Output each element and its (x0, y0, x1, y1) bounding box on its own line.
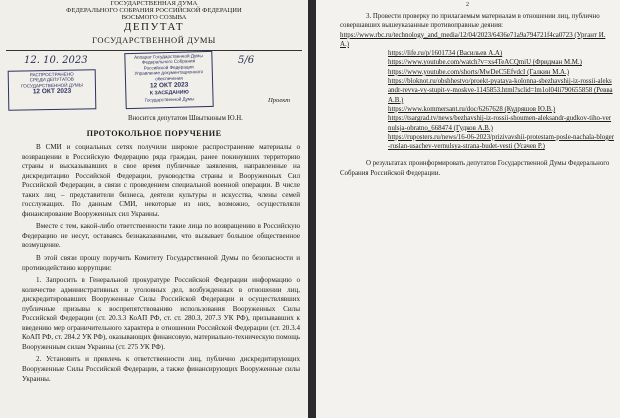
link-url[interactable]: https://tsargrad.tv/news/bezhavshij-iz-rossii-shoumen-aleksandr-gudkov-tiho-vernulsja-obratno_668474 (388, 115, 612, 132)
body-paragraph: 1. Запросить в Генеральной прокуратуре Российской Федерации информацию о количестве административных и уголовных дел, возбужденных в отношении лиц, дискредитировавших Вооруженные Силы Российской Федерации и осуществлявших публичные призывы к воспрепятствованию использования Вооруженных Силы Российской Федерации (ст. 20.3.3 КоАП РФ, ст. ст. 280.3, 207.3 УК РФ), призывавших к введению мер ограничительного характера в отношении Российской Федерации (ст. 20.3.4 КоАП РФ, ст. 284.2 УК РФ), оказывающих финансовую, материально-техническую помощь Вооруженным силам Украины (ст. 275 УК РФ). (22, 276, 300, 351)
link-url[interactable]: https://bloknot.ru/obshhestvo/proekt-pyataya-kolonna-sbezhavshij-iz-rossii-aleksandr-revva-vy-stupit-v-moskve-1145853.html?sclid=lm1ol04li790655858 (388, 78, 612, 95)
evidence-link[interactable] (340, 31, 614, 50)
right-document-page (316, 0, 620, 418)
document-title: ПРОТОКОЛЬНОЕ ПОРУЧЕНИЕ (86, 129, 222, 138)
stamp-line: ГОСУДАРСТВЕННОЙ ДУМЫ (21, 82, 83, 89)
distribution-stamp (8, 69, 97, 111)
project-label: Проект (268, 97, 291, 104)
introduced-by: Вносится депутатом Швыткиным Ю.Н. (128, 115, 243, 122)
link-person: (Усачев Р.) (514, 143, 545, 151)
deputy-title: ДЕПУТАТ (123, 21, 185, 33)
link-url[interactable]: https://www.youtube.com/shorts/MwDeC5EfvdcI (388, 68, 526, 76)
link-person: (Васильев А.А) (456, 50, 503, 58)
item-3-text: 3. Провести проверку по прилагаемым материалам в отношении лиц, публично совершавших вышеуказанные противоправные деяния: (340, 13, 600, 30)
letterhead-line-2: ФЕДЕРАЛЬНОГО СОБРАНИЯ РОССИЙСКОЙ ФЕДЕРАЦИИ (66, 7, 242, 14)
link-person: (Ревва А.В.) (388, 87, 613, 104)
link-person: (Фридман М.М.) (532, 59, 582, 67)
letterhead-line-3: ВОСЬМОГО СОЗЫВА (121, 14, 187, 21)
link-url[interactable]: https://life.ru/p/1601734 (388, 50, 456, 58)
registration-stamp (124, 51, 213, 109)
body-paragraph: Вместе с тем, какой-либо ответственности такие лица по возвращению в Российскую Федерацию не несут, оставаясь безнаказанными, что вызывает большое общественное возмущение. (22, 222, 300, 250)
stamp-line: РАСПРОСТРАНЕНО (29, 71, 74, 78)
left-document-page (0, 0, 308, 418)
evidence-link[interactable] (340, 77, 614, 105)
duma-title: ГОСУДАРСТВЕННОЙ ДУМЫ (92, 35, 216, 45)
evidence-link[interactable] (340, 49, 614, 58)
body-paragraph: 2. Установить и привлечь к ответственности лиц, публично дискредитирующих Вооруженные Силы Российской Федерации, а также финансирующих Вооруженные силы Украины. (22, 355, 300, 383)
link-url[interactable]: https://www.rbc.ru/technology_and_media/12/04/2023/6436e71a9a794721f4ca0723 (340, 31, 573, 39)
stamp-date: 12 ОКТ 2023 (32, 87, 72, 96)
body-paragraph: В СМИ и социальных сетях получили широкое распространение материалы о возвращении в Российскую Федерацию ряда граждан, ранее покинувших территорию страны и высказывавших в свое время публичные заявления, направленные на дискредитацию Российской Федерации, руководства страны и Вооруженных Сил Российской Федерации, в связи с проведением специальной военной операции. В числе таких лиц – представители бизнеса, деятели культуры и искусства, члены семей госслужащих. По данным СМИ, некоторые из них, возможно, осуществляли финансирование Вооруженных сил Украины. (22, 143, 300, 218)
page-number: 2 (466, 2, 469, 8)
stamp-line: Федерального Собрания (141, 58, 196, 66)
link-person: (Ургант И.А.) (340, 31, 606, 48)
closing-paragraph: О результатах проинформировать депутатов Государственной Думы Федерального Собрания Российской Федерации. (340, 160, 610, 177)
link-url[interactable]: https://www.kommersant.ru/doc/6267628 (388, 105, 503, 113)
link-person: (Галкин М.А.) (527, 68, 570, 76)
document-body-continued (340, 12, 614, 178)
handwritten-number: 5/6 (238, 55, 255, 66)
stamp-line: Государственной Думы (144, 96, 195, 103)
evidence-link[interactable] (340, 133, 614, 152)
evidence-link[interactable] (340, 105, 614, 114)
evidence-link[interactable] (340, 68, 614, 77)
letterhead (0, 0, 308, 21)
stamp-line: Российской Федерации (143, 64, 194, 71)
body-paragraph: В этой связи прошу поручить Комитету Государственной Думы по безопасности и противодействию коррупции: (22, 254, 300, 272)
stamp-line: К ЗАСЕДАНИЮ (149, 89, 189, 97)
stamp-line: Аппарат Государственной Думы (133, 53, 203, 60)
stamp-line: СРЕДИ ДЕПУТАТОВ (29, 77, 74, 83)
link-person: (Кудряшов Ю.В.) (504, 105, 556, 113)
stamp-line: Управление документационного обеспечения (134, 69, 204, 81)
stamp-date: 12 ОКТ 2023 (149, 81, 189, 90)
evidence-link[interactable] (340, 114, 614, 133)
letterhead-line-1: ГОСУДАРСТВЕННАЯ ДУМА (110, 0, 198, 7)
link-url[interactable]: https://www.youtube.com/watch?v=xs4TeACQmiU (388, 59, 532, 67)
handwritten-date: 12. 10. 2023 (24, 55, 88, 66)
link-url[interactable]: https://ruposters.ru/news/16-06-2023/prizivavshii-protestam-posle-nachala-bloger-ruslan-usachev-vernulsya-strana-budet-vesti (388, 133, 614, 151)
document-body (22, 143, 300, 387)
link-person: (Гудков А.В.) (453, 124, 493, 132)
header-divider (6, 50, 302, 51)
evidence-link[interactable] (340, 58, 614, 67)
